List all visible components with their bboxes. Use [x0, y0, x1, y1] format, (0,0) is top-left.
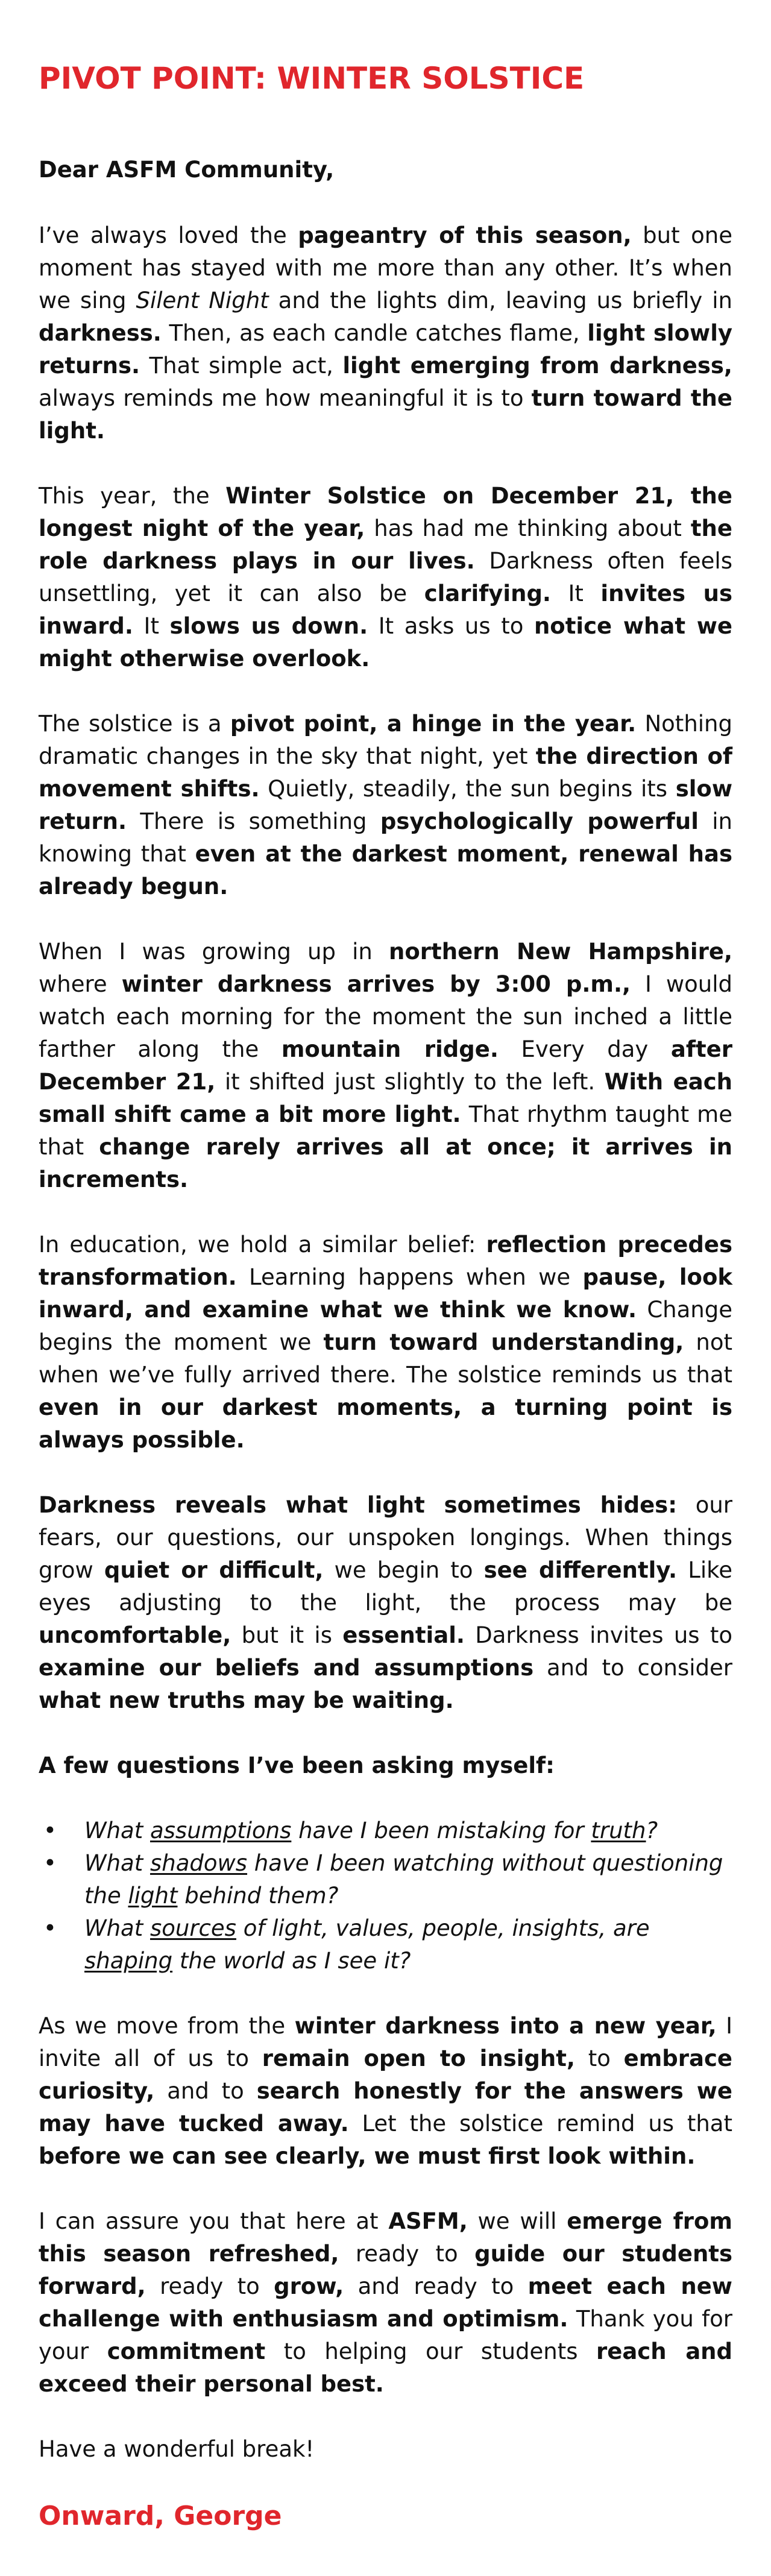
body-text: In education, we hold a similar belief:	[39, 1232, 486, 1258]
body-text: I invite all of us to	[39, 2013, 732, 2071]
emphasis-text: slow return.	[39, 776, 732, 834]
body-text: ready to	[145, 2273, 274, 2299]
emphasis-text: ASFM,	[388, 2208, 468, 2234]
paragraph-new-hampshire	[39, 936, 732, 1196]
emphasis-text: reflection precedes transformation.	[39, 1232, 732, 1290]
body-text: in knowing that	[39, 808, 732, 867]
body-text: and the lights dim, leaving us briefly in	[268, 288, 732, 313]
emphasis-text: With each small shift came a bit more light.	[39, 1069, 733, 1127]
emphasis-text: grow,	[274, 2273, 344, 2299]
body-text: it shifted just slightly to the left.	[215, 1069, 605, 1095]
paragraph-pivot-point	[39, 708, 732, 903]
bullet-icon: •	[43, 1850, 57, 1876]
body-text: The solstice is a	[39, 711, 230, 737]
body-text: Quietly, steadily, the sun begins its	[259, 776, 676, 802]
emphasis-text: after December 21,	[39, 1036, 732, 1095]
body-text: but it is	[231, 1622, 343, 1648]
body-text: not when we’ve fully arrived there. The solstice reminds us that	[39, 1329, 732, 1388]
body-text: I’ve always loved the	[39, 222, 298, 248]
emphasis-text: mountain ridge.	[281, 1036, 499, 1062]
body-text: and to consider	[533, 1655, 732, 1681]
body-text: Like eyes adjusting to the light, the process may be	[39, 1557, 732, 1616]
body-text: have I been mistaking for	[291, 1818, 591, 1844]
emphasis-text: what new truths may be waiting.	[39, 1687, 454, 1713]
body-text: It asks us to	[368, 613, 534, 639]
paragraph-darkness-reveals	[39, 1489, 732, 1717]
salutation: Dear ASFM Community,	[39, 157, 335, 183]
page-title: PIVOT POINT: WINTER SOLSTICE	[39, 61, 585, 96]
body-text: It	[550, 581, 601, 606]
body-text: we begin to	[323, 1557, 484, 1583]
body-text: When I was growing up in	[39, 939, 389, 965]
emphasis-text: essential.	[342, 1622, 465, 1648]
body-text: Nothing dramatic changes in the sky that night, yet	[39, 711, 732, 769]
emphasis-text: see differently.	[483, 1557, 678, 1583]
emphasis-text: emerge from this season refreshed,	[39, 2208, 732, 2267]
emphasis-text: even at the darkest moment, renewal has already begun.	[39, 841, 732, 899]
body-text: That rhythm taught me that	[39, 1101, 732, 1160]
body-text: Every day	[498, 1036, 671, 1062]
emphasis-text: pivot point, a hinge in the year.	[230, 711, 637, 737]
body-text: ?	[646, 1818, 658, 1844]
italic-text: Silent Night	[136, 288, 269, 313]
underlined-text: shadows	[149, 1850, 248, 1876]
emphasis-text: pause, look inward, and examine what we think we know.	[39, 1264, 732, 1323]
emphasis-text: quiet or difficult,	[104, 1557, 324, 1583]
body-text: I would watch each morning for the moment the sun inched a little farther along the	[39, 971, 732, 1062]
emphasis-text: the direction of movement shifts.	[39, 743, 732, 802]
body-text: I can assure you that here at	[39, 2208, 389, 2234]
paragraph-pageantry	[39, 219, 732, 447]
body-text: our fears, our questions, our unspoken longings. When things grow	[39, 1492, 733, 1583]
questions-heading: A few questions I’ve been asking myself:	[39, 1752, 555, 1778]
body-text: Darkness invites us to	[464, 1622, 732, 1648]
question-item	[39, 1815, 732, 1847]
body-text: the world as I see it?	[172, 1948, 411, 1974]
body-text: Learning happens when we	[236, 1264, 583, 1290]
emphasis-text: guide our students forward,	[39, 2241, 732, 2299]
body-text: behind them?	[177, 1883, 339, 1909]
emphasis-text: remain open to insight,	[262, 2045, 575, 2071]
body-text: to helping our students	[265, 2338, 596, 2364]
underlined-text: light	[128, 1883, 178, 1909]
body-text: It	[133, 613, 170, 639]
question-item	[39, 1847, 732, 1912]
body-text: What	[84, 1850, 150, 1876]
emphasis-text: examine our beliefs and assumptions	[39, 1655, 534, 1681]
body-text: where	[39, 971, 122, 997]
emphasis-text: turn toward the light.	[39, 385, 732, 444]
question-text	[84, 1818, 658, 1844]
emphasis-text: change rarely arrives all at once; it arrives in increments.	[39, 1134, 732, 1192]
body-text: Then, as each candle catches flame,	[161, 320, 588, 346]
body-text: What	[84, 1915, 150, 1941]
emphasis-text: winter darkness arrives by 3:00 p.m.,	[121, 971, 631, 997]
body-text: Thank you for your	[39, 2306, 733, 2364]
body-paragraphs	[39, 219, 732, 1717]
emphasis-text: darkness.	[39, 320, 162, 346]
emphasis-text: clarifying.	[424, 581, 551, 606]
underlined-text: shaping	[84, 1948, 173, 1974]
question-text	[84, 1915, 650, 1974]
body-text: This year, the	[39, 483, 226, 509]
emphasis-text: the role darkness plays in our lives.	[39, 515, 732, 574]
emphasis-text: embrace curiosity,	[39, 2045, 732, 2104]
paragraph-solstice-night	[39, 480, 732, 675]
underlined-text: truth	[591, 1818, 646, 1844]
body-text: That simple act,	[140, 353, 343, 379]
emphasis-text: before we can see clearly, we must first look within.	[39, 2143, 696, 2169]
body-text: What	[84, 1818, 150, 1844]
questions-list	[39, 1815, 732, 1977]
body-text: Change begins the moment we	[39, 1297, 733, 1355]
emphasis-text: reach and exceed their personal best.	[39, 2338, 732, 2397]
body-text: As we move from the	[39, 2013, 295, 2039]
emphasis-text: psychologically powerful	[380, 808, 699, 834]
emphasis-text: pageantry of this season,	[298, 222, 632, 248]
underlined-text: sources	[149, 1915, 236, 1941]
signoff: Onward, George	[39, 2501, 282, 2531]
emphasis-text: search honestly for the answers we may have tucked away.	[39, 2078, 732, 2137]
body-text: ready to	[339, 2241, 475, 2267]
paragraph-education	[39, 1229, 732, 1456]
emphasis-text: northern New Hampshire,	[389, 939, 732, 965]
body-text: but one moment has stayed with me more than any other. It’s when we sing	[39, 222, 732, 313]
question-text	[84, 1850, 723, 1909]
paragraph-asfm	[39, 2205, 732, 2401]
emphasis-text: slows us down.	[169, 613, 368, 639]
body-text: Darkness often feels unsettling, yet it can also be	[39, 548, 732, 606]
emphasis-text: Darkness reveals what light sometimes hides:	[39, 1492, 677, 1518]
body-text: we will	[467, 2208, 567, 2234]
emphasis-text: light slowly returns.	[39, 320, 733, 379]
body-text: of light, values, people, insights, are	[236, 1915, 650, 1941]
emphasis-text: light emerging from darkness,	[342, 353, 732, 379]
underlined-text: assumptions	[149, 1818, 292, 1844]
emphasis-text: meet each new challenge with enthusiasm and optimism.	[39, 2273, 732, 2332]
emphasis-text: Winter Solstice on December 21, the longest night of the year,	[39, 483, 732, 541]
body-text: have I been watching without questioning the	[84, 1850, 723, 1909]
emphasis-text: notice what we might otherwise overlook.	[39, 613, 732, 672]
emphasis-text: winter darkness into a new year,	[294, 2013, 717, 2039]
body-text: and ready to	[344, 2273, 528, 2299]
body-text: There is something	[127, 808, 380, 834]
body-text: Let the solstice remind us that	[348, 2111, 732, 2137]
emphasis-text: commitment	[107, 2338, 266, 2364]
body-text: to	[574, 2045, 624, 2071]
question-item	[39, 1912, 732, 1977]
emphasis-text: even in our darkest moments, a turning point is always possible.	[39, 1394, 732, 1453]
body-text: always reminds me how meaningful it is to	[39, 385, 532, 411]
bullet-icon: •	[43, 1818, 57, 1844]
paragraph-new-year	[39, 2010, 732, 2173]
body-text: and to	[154, 2078, 257, 2104]
emphasis-text: uncomfortable,	[39, 1622, 231, 1648]
emphasis-text: invites us inward.	[39, 581, 732, 639]
bullet-icon: •	[43, 1915, 57, 1941]
emphasis-text: turn toward understanding,	[323, 1329, 684, 1355]
body-text: has had me thinking about	[365, 515, 691, 541]
farewell: Have a wonderful break!	[39, 2436, 315, 2462]
